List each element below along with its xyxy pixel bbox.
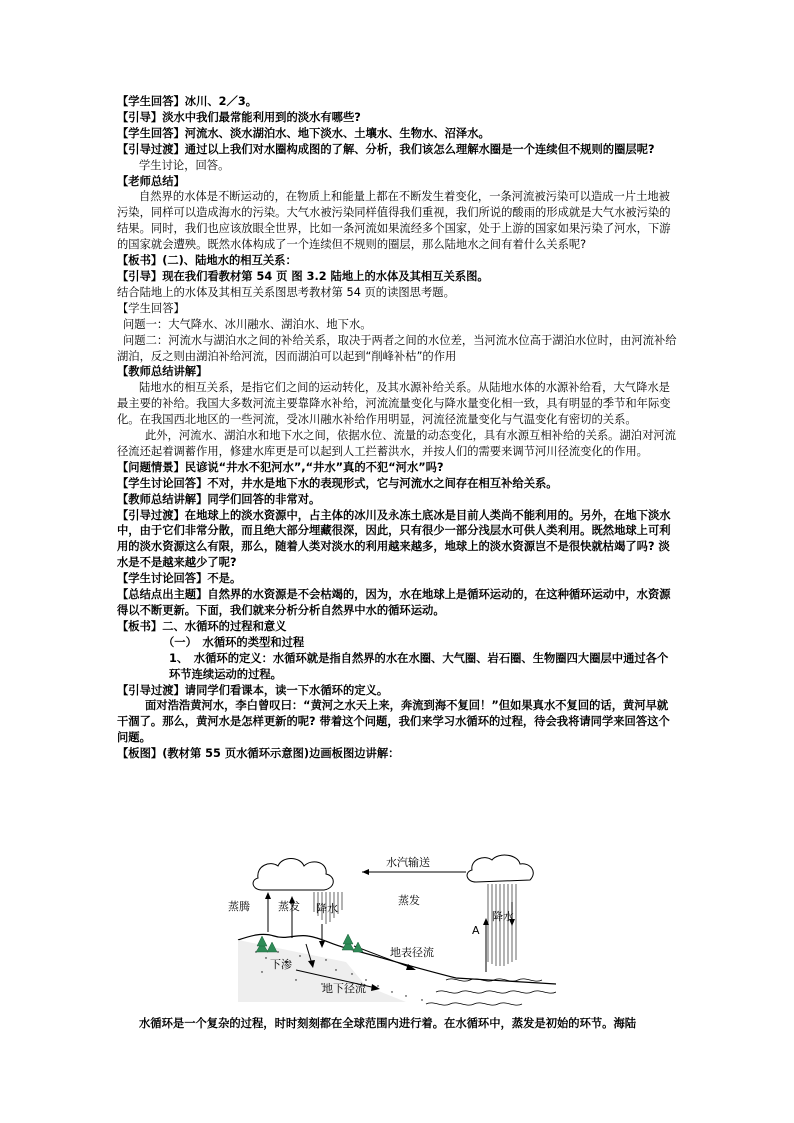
text-line: 【板书】(二)、陆地水的相互关系： xyxy=(117,254,297,268)
text-line: 【引导】现在我们看教材第 54 页 图 3.2 陆地上的水体及其相互关系图。 xyxy=(117,269,489,283)
label-vapor-transport: 水汽输送 xyxy=(386,856,430,869)
text-line: 【学生讨论回答】不对，井水是地下水的表现形式，它与河流水之间存在相互补给关系。 xyxy=(117,476,558,490)
text-line: 【教师总结讲解】同学们回答的非常对。 xyxy=(117,492,321,506)
text-line: 【学生回答】河流水、淡水湖泊水、地下淡水、土壤水、生物水、沼泽水。 xyxy=(117,126,490,140)
text-line: 【教师总结讲解】 xyxy=(117,365,208,379)
cloud-right xyxy=(467,855,533,882)
text-line: 陆地水的相互关系，是指它们之间的运动转化，及其水源补给关系。从陆地水体的水源补给看，大气降水是最主要的补给。我国大多数河流主要靠降水补给，河流流量变化与降水量变化相一致，具有明显的季节和年际变化。在我国西北地区的一些河流，受冰川融水补给作用明显，河流径流量变化与气温变化有密切的关系。 xyxy=(117,381,671,427)
cloud-left xyxy=(253,859,333,891)
text-line: 此外，河流水、湖泊水和地下水之间，依据水位、流量的动态变化，具有水源互相补给的关系。湖泊对河流径流还起着调蓄作用，修建水库更是可以起到人工拦蓄洪水，并按人们的需要来调节河川径流变化的作用。 xyxy=(117,429,676,458)
label-surface-runoff: 地表径流 xyxy=(390,946,434,959)
label-evaporation-sea: 蒸发 xyxy=(398,894,420,907)
text-line: 【学生回答】冰川、2／3。 xyxy=(117,95,257,108)
text-line: 【学生回答】 xyxy=(117,301,185,315)
label-transpiration: 蒸腾 xyxy=(228,900,250,913)
label-a: A xyxy=(472,924,480,937)
text-line: 【总结点出主题】自然界的水资源是不会枯竭的，因为，水在地球上是循环运动的，在这种循环运动中，水资源得以不断更新。下面，我们就来分析分析自然界中水的循环运动。 xyxy=(117,588,671,617)
text-line: 【板书】二、水循环的过程和意义 xyxy=(117,619,287,633)
text-line: 问题二：河流水与湖泊水之间的补给关系，取决于两者之间的水位差，当河流水位高于湖泊水位时，由河流补给湖泊，反之则由湖泊补给河流，因而湖泊可以起到“削峰补枯”的作用 xyxy=(117,333,677,363)
text-line: 学生讨论，回答。 xyxy=(139,158,230,172)
text-line: 【问题情景】民谚说“井水不犯河水”,“井水”真的不犯“河水”吗? xyxy=(117,460,444,474)
text-line: 问题一：大气降水、冰川融水、湖泊水、地下水。 xyxy=(123,317,372,331)
text-line: 自然界的水体是不断运动的，在物质上和能量上都在不断发生着变化，一条河流被污染可以造成一片土地被污染，同样可以造成海水的污染。大气水被污染同样值得我们重视，我们所说的酸雨的形成就是大气水被污染的结果。同时，我们也应该放眼全世界，比如一条河流如果流经多个国家，处于上游的国家如果污染了河水，下游的国家就会遭殃。既然水体构成了一个连续但不规则的圈层，那么陆地水之间有着什么关系呢? xyxy=(117,190,671,252)
text-line: 结合陆地上的水体及其相互关系图思考教材第 54 页的读图思考题。 xyxy=(117,285,455,299)
text-line: （一） 水循环的类型和过程 xyxy=(163,635,305,649)
label-precipitation-land: 降水 xyxy=(316,902,338,915)
text-line: 【引导】淡水中我们最常能利用到的淡水有哪些? xyxy=(117,110,361,124)
water-cycle-diagram xyxy=(226,852,556,1010)
document-body xyxy=(117,94,679,762)
label-infiltration: 下渗 xyxy=(270,958,292,971)
label-groundwater-runoff: 地下径流 xyxy=(322,982,366,995)
label-precipitation-sea: 降水 xyxy=(492,910,514,923)
text-line: 【学生讨论回答】不是。 xyxy=(117,572,242,586)
footer-paragraph: 水循环是一个复杂的过程，时时刻刻都在全球范围内进行着。在水循环中，蒸发是初始的环节。海陆 xyxy=(139,1017,637,1030)
text-line: 【引导过渡】请同学们看课本，读一下水循环的定义。 xyxy=(117,683,389,697)
text-line: 【引导过渡】在地球上的淡水资源中，占主体的冰川及永冻土底冰是目前人类尚不能利用的。另外，在地下淡水中，由于它们非常分散，而且绝大部分埋藏很深，因此，只有很少一部分浅层水可供人类利用。既然地球上可利用的淡水资源这么有限，那么，随着人类对淡水的利用越来越多，地球上的淡水资源岂不是很快就枯竭了吗? 淡水是不是越来越少了呢? xyxy=(117,508,671,570)
text-line: 【老师总结】 xyxy=(117,174,185,188)
text-line: 面对浩浩黄河水，李白曾叹曰：“黄河之水天上来，奔流到海不复回！”但如果真水不复回的话，黄河早就干涸了。那么，黄河水是怎样更新的呢? 带着这个问题，我们来学习水循环的过程，待会我将请同学来回答这个问题。 xyxy=(117,699,670,745)
label-evaporation-land: 蒸发 xyxy=(278,900,300,913)
text-line: 【引导过渡】通过以上我们对水圈构成图的了解、分析，我们该怎么理解水圈是一个连续但不规则的圈层呢? xyxy=(117,142,655,156)
text-line: 1、 水循环的定义：水循环就是指自然界的水在水圈、大气圈、岩石圈、生物圈四大圈层中通过各个环节连续运动的过程。 xyxy=(169,651,669,681)
text-line: 【板图】(教材第 55 页水循环示意图)边画板图边讲解： xyxy=(117,747,400,761)
